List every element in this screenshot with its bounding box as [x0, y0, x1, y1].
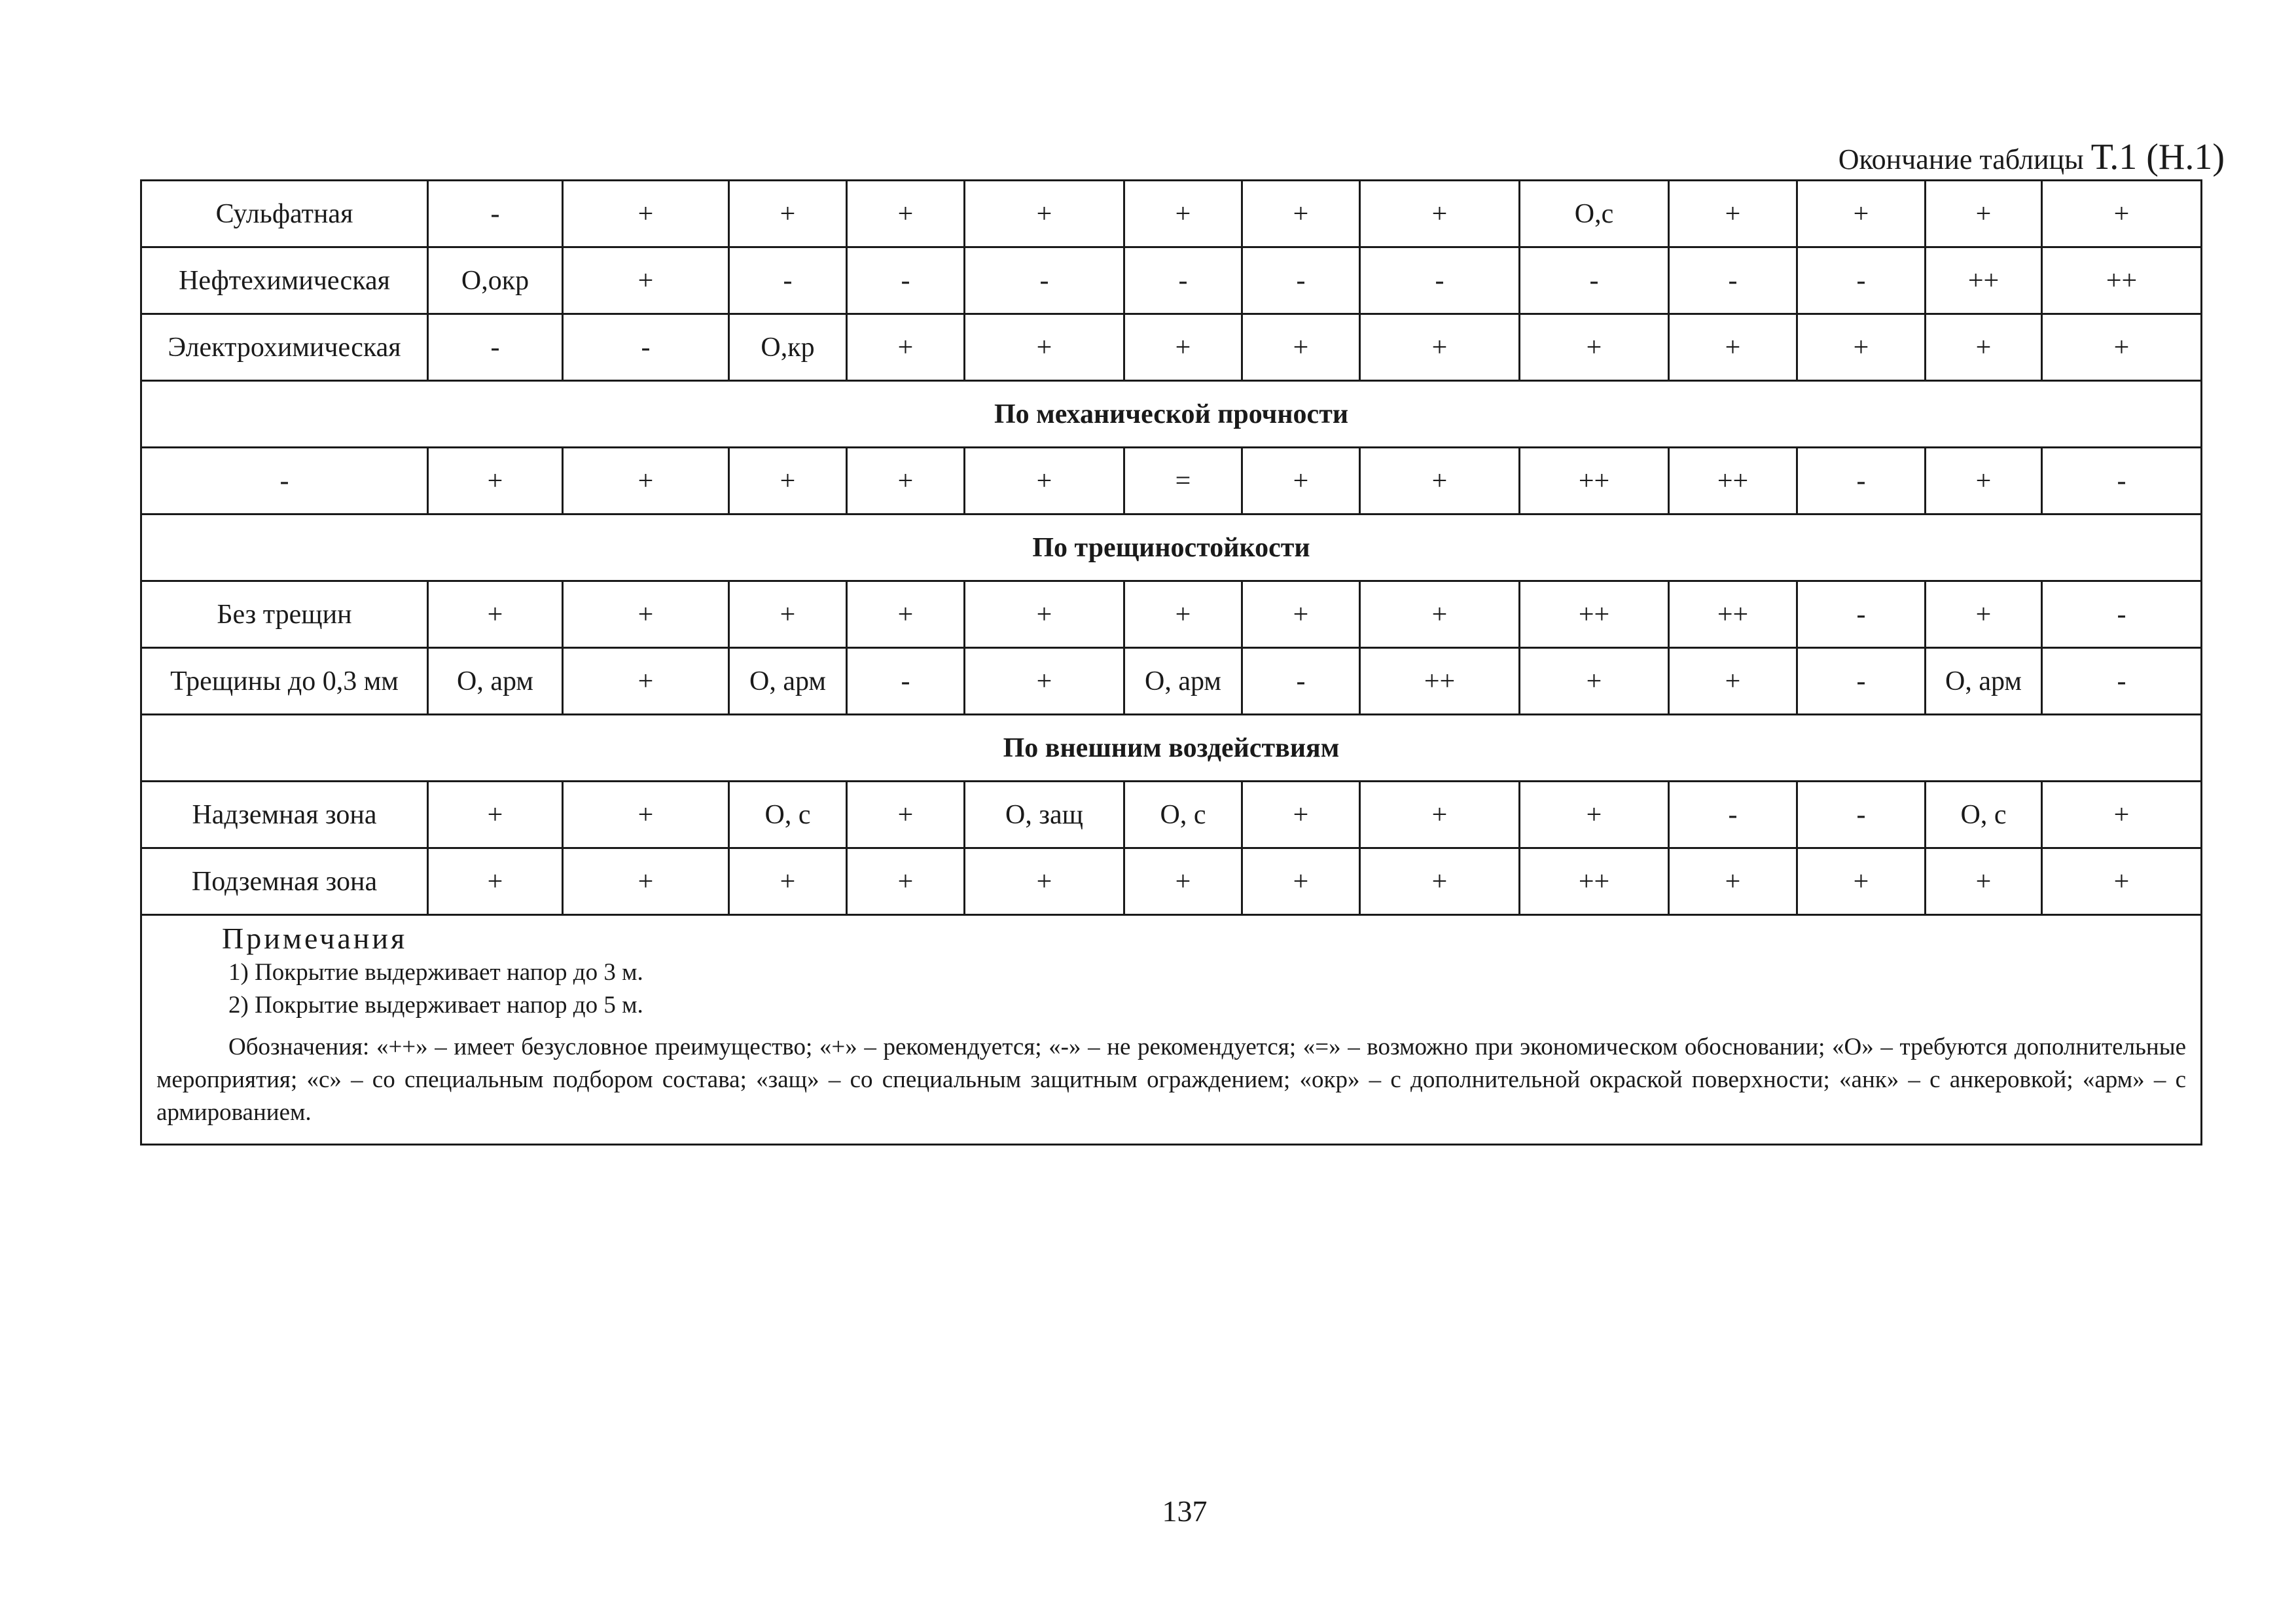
table-cell: + — [1926, 848, 2042, 915]
table-cell: + — [428, 782, 563, 848]
table-cell: + — [1360, 181, 1520, 247]
table-cell: + — [563, 848, 729, 915]
table-cell: + — [563, 581, 729, 648]
table-cell: + — [1520, 782, 1669, 848]
table-cell: ++ — [2042, 247, 2202, 314]
table-cell: + — [2042, 314, 2202, 381]
table-cell: + — [1242, 581, 1360, 648]
table-cell: + — [428, 848, 563, 915]
row-label: - — [141, 448, 428, 514]
caption-prefix: Окончание таблицы — [1838, 143, 2091, 175]
table-cell: - — [428, 314, 563, 381]
table-cell: ++ — [1520, 448, 1669, 514]
table-cell: + — [1124, 181, 1242, 247]
table-cell: + — [1242, 848, 1360, 915]
note-item: 2) Покрытие выдерживает напор до 5 м. — [228, 992, 643, 1019]
table-cell: + — [563, 648, 729, 715]
table-cell: + — [729, 581, 847, 648]
table-cell: + — [428, 448, 563, 514]
table-cell: + — [563, 448, 729, 514]
table-cell: - — [1797, 581, 1926, 648]
table-cell: - — [729, 247, 847, 314]
table-cell: + — [965, 181, 1124, 247]
table-cell: + — [965, 448, 1124, 514]
table-caption — [1839, 139, 2225, 178]
table-cell: О, с — [1926, 782, 2042, 848]
table-cell: + — [2042, 782, 2202, 848]
table-cell: О, с — [1124, 782, 1242, 848]
legend-text: Обозначения: «++» – имеет безусловное преимущество; «+» – рекомендуется; «-» – не рекомендуется; «=» – возможно при экономическом обосновании; «О» – требуются дополнительные мероприятия; «с» – со специальным подбором состава; «защ» – со специальным защитным ограждением; «окр» – с дополнительной окраской поверхности; «анк» – с анкеровкой; «арм» – с армированием. — [156, 1034, 2186, 1126]
table-cell: + — [965, 314, 1124, 381]
table-cell: - — [2042, 648, 2202, 715]
table-cell: + — [965, 648, 1124, 715]
table-cell: + — [1669, 848, 1797, 915]
table-cell: - — [847, 247, 965, 314]
row-label: Подземная зона — [141, 848, 428, 915]
table-cell: + — [1520, 648, 1669, 715]
row-label: Сульфатная — [141, 181, 428, 247]
table-cell: О, арм — [428, 648, 563, 715]
table-cell: + — [847, 581, 965, 648]
table-cell: ++ — [1669, 581, 1797, 648]
table-body — [141, 181, 2202, 1145]
section-header: По механической прочности — [141, 381, 2202, 448]
row-label: Без трещин — [141, 581, 428, 648]
note-item: 1) Покрытие выдерживает напор до 3 м. — [228, 959, 643, 986]
row-label: Электрохимическая — [141, 314, 428, 381]
page-number: 137 — [1162, 1494, 1208, 1528]
table-cell: - — [428, 181, 563, 247]
table-cell: + — [1669, 648, 1797, 715]
table-cell: - — [847, 648, 965, 715]
table-cell: = — [1124, 448, 1242, 514]
table-cell: - — [1242, 648, 1360, 715]
table-cell: ++ — [1669, 448, 1797, 514]
table-cell: О, с — [729, 782, 847, 848]
table-row — [141, 448, 2202, 514]
table-cell: + — [1669, 314, 1797, 381]
table-cell: + — [1242, 314, 1360, 381]
table-cell: - — [2042, 448, 2202, 514]
table-cell: + — [729, 848, 847, 915]
table-cell: + — [847, 848, 965, 915]
row-label: Трещины до 0,3 мм — [141, 648, 428, 715]
table-cell: + — [1926, 314, 2042, 381]
table-cell: О, арм — [1124, 648, 1242, 715]
notes-cell — [141, 915, 2202, 1145]
table-cell: ++ — [1360, 648, 1520, 715]
table-cell: - — [1797, 448, 1926, 514]
table-cell: - — [563, 314, 729, 381]
table-cell: + — [1926, 581, 2042, 648]
table-cell: О,кр — [729, 314, 847, 381]
row-label: Надземная зона — [141, 782, 428, 848]
table-cell: - — [1797, 782, 1926, 848]
table-cell: О, арм — [729, 648, 847, 715]
table-cell: - — [1360, 247, 1520, 314]
table-cell: - — [965, 247, 1124, 314]
table-cell: - — [1797, 648, 1926, 715]
table-cell: ++ — [1520, 581, 1669, 648]
table-cell: О, защ — [965, 782, 1124, 848]
table-cell: + — [1124, 581, 1242, 648]
table-row — [141, 648, 2202, 715]
table-row — [141, 181, 2202, 247]
table-cell: + — [965, 848, 1124, 915]
table-cell: + — [1360, 848, 1520, 915]
table-cell: + — [729, 448, 847, 514]
table-cell: - — [1797, 247, 1926, 314]
table-cell: + — [847, 314, 965, 381]
table-cell: + — [847, 448, 965, 514]
section-header: По внешним воздействиям — [141, 715, 2202, 782]
table-cell: О,окр — [428, 247, 563, 314]
table-cell: + — [428, 581, 563, 648]
table-cell: + — [1360, 782, 1520, 848]
table-row — [141, 247, 2202, 314]
table-cell: + — [1520, 314, 1669, 381]
table-cell: + — [1797, 314, 1926, 381]
table-cell: + — [1926, 448, 2042, 514]
section-row — [141, 715, 2202, 782]
table-cell: ++ — [1926, 247, 2042, 314]
table-cell: + — [965, 581, 1124, 648]
table-cell: + — [1926, 181, 2042, 247]
table-cell: - — [1520, 247, 1669, 314]
table-row — [141, 314, 2202, 381]
section-row — [141, 381, 2202, 448]
section-header: По трещиностойкости — [141, 514, 2202, 581]
table-cell: + — [1360, 581, 1520, 648]
table-cell: - — [1669, 782, 1797, 848]
table-cell: + — [563, 247, 729, 314]
table-cell: + — [1360, 448, 1520, 514]
compatibility-table — [140, 179, 2202, 1146]
table-cell: + — [729, 181, 847, 247]
table-cell: + — [847, 782, 965, 848]
table-cell: + — [563, 181, 729, 247]
table-cell: - — [1242, 247, 1360, 314]
table-cell: + — [1124, 848, 1242, 915]
table-row — [141, 581, 2202, 648]
row-label: Нефтехимическая — [141, 247, 428, 314]
table-cell: О,с — [1520, 181, 1669, 247]
table-cell: + — [563, 782, 729, 848]
table-cell: - — [1669, 247, 1797, 314]
table-cell: + — [1124, 314, 1242, 381]
table-cell: + — [1242, 782, 1360, 848]
caption-table-number: Т.1 (Н.1) — [2090, 137, 2225, 177]
table-cell: + — [1360, 314, 1520, 381]
table-row — [141, 782, 2202, 848]
table-cell: + — [2042, 181, 2202, 247]
table-cell: - — [1124, 247, 1242, 314]
notes-row — [141, 915, 2202, 1145]
table-cell: + — [1669, 181, 1797, 247]
table-cell: + — [1242, 181, 1360, 247]
notes-title: Примечания — [222, 922, 408, 955]
table-cell: + — [2042, 848, 2202, 915]
table-cell: ++ — [1520, 848, 1669, 915]
table-cell: + — [1797, 181, 1926, 247]
table-cell: + — [1797, 848, 1926, 915]
table-row — [141, 848, 2202, 915]
table-cell: - — [2042, 581, 2202, 648]
table-cell: О, арм — [1926, 648, 2042, 715]
table-cell: + — [847, 181, 965, 247]
table-cell: + — [1242, 448, 1360, 514]
section-row — [141, 514, 2202, 581]
